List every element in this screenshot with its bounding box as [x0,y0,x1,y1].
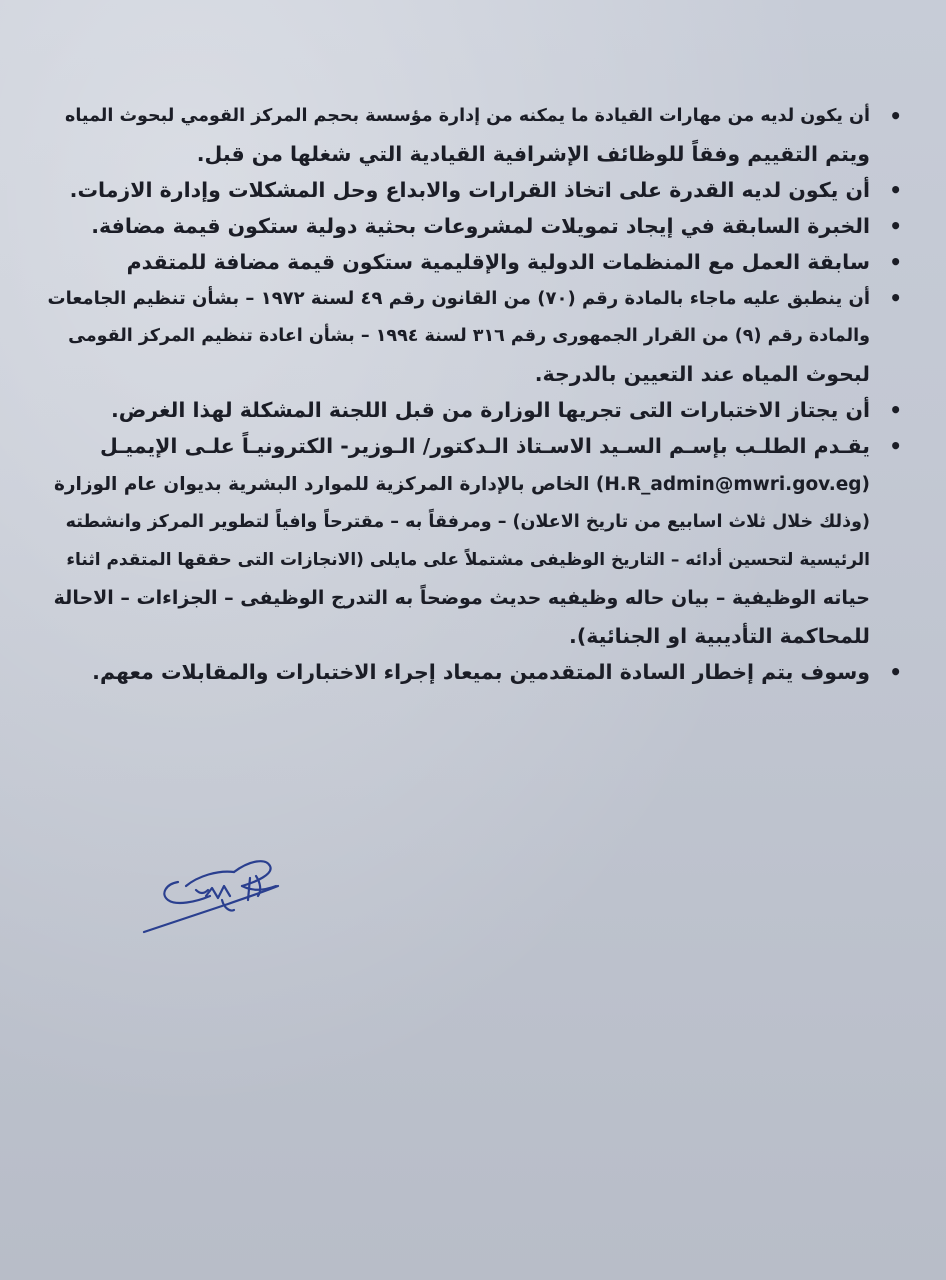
bullet-icon: • [889,434,902,458]
list-item [46,176,904,205]
list-item [46,212,904,241]
list-item [46,396,904,425]
bullet-icon: • [889,250,902,274]
list-item [46,102,904,169]
bullet-icon: • [889,660,902,684]
list-item-text: حياته الوظيفية – بيان حاله وظيفيه حديث موضحاً به التدرج الوظيفى – الجزاءات – الاحالة [53,587,870,609]
list-item-text: للمحاكمة التأديبية او الجنائية). [569,624,870,648]
bullet-icon: • [889,214,902,238]
list-item-text: وسوف يتم إخطار السادة المتقدمين بميعاد إجراء الاختبارات والمقابلات معهم. [92,660,870,684]
bullet-icon: • [889,104,902,128]
list-item-text: أن يكون لديه القدرة على اتخاذ القرارات والابداع وحل المشكلات وإدارة الازمات. [69,178,870,202]
list-item-text: ويتم التقييم وفقاً للوظائف الإشرافية القيادية التي شغلها من قبل. [196,142,870,166]
list-item-text: (H.R_admin@mwri.gov.eg) الخاص بالإدارة المركزية للموارد البشرية بديوان عام الوزارة [53,474,870,495]
list-item-text: يقـدم الطلـب بإسـم السـيد الاسـتاذ الـدكتور/ الـوزير- الكترونيـاً علـى الإيميـل [100,434,870,458]
list-item-text: أن يكون لديه من مهارات القيادة ما يمكنه من إدارة مؤسسة بحجم المركز القومي لبحوث المياه [65,106,870,126]
requirements-list [46,102,904,687]
list-item-text: (وذلك خلال ثلاث اسابيع من تاريخ الاعلان) – ومرفقاً به – مقترحاً وافياً لتطوير المركز وانشطته [65,512,870,532]
list-item [46,658,904,687]
list-item-text: الخبرة السابقة في إيجاد تمويلات لمشروعات بحثية دولية ستكون قيمة مضافة. [91,214,870,238]
bullet-icon: • [889,398,902,422]
list-item [46,248,904,277]
list-item [46,284,904,389]
list-item-text: والمادة رقم (٩) من القرار الجمهورى رقم ٣١٦ لسنة ١٩٩٤ – بشأن اعادة تنظيم المركز القومى [68,326,870,346]
bullet-icon: • [889,178,902,202]
list-item-text: لبحوث المياه عند التعيين بالدرجة. [534,362,870,386]
list-item-text: أن يجتاز الاختبارات التى تجريها الوزارة من قبل اللجنة المشكلة لهذا الغرض. [110,398,870,422]
list-item-text: أن ينطبق عليه ماجاء بالمادة رقم (٧٠) من القانون رقم ٤٩ لسنة ١٩٧٢ – بشأن تنظيم الجامعات [47,288,870,309]
list-item-text: سابقة العمل مع المنظمات الدولية والإقليمية ستكون قيمة مضافة للمتقدم [126,250,870,274]
handwritten-signature [138,852,288,942]
requirements-section [46,102,904,694]
list-item [46,432,904,651]
bullet-icon: • [889,286,902,310]
list-item-text: الرئيسية لتحسين أدائه – التاريخ الوظيفى مشتملاً على مايلى (الانجازات التى حققها المتقدم اثناء [66,550,870,570]
